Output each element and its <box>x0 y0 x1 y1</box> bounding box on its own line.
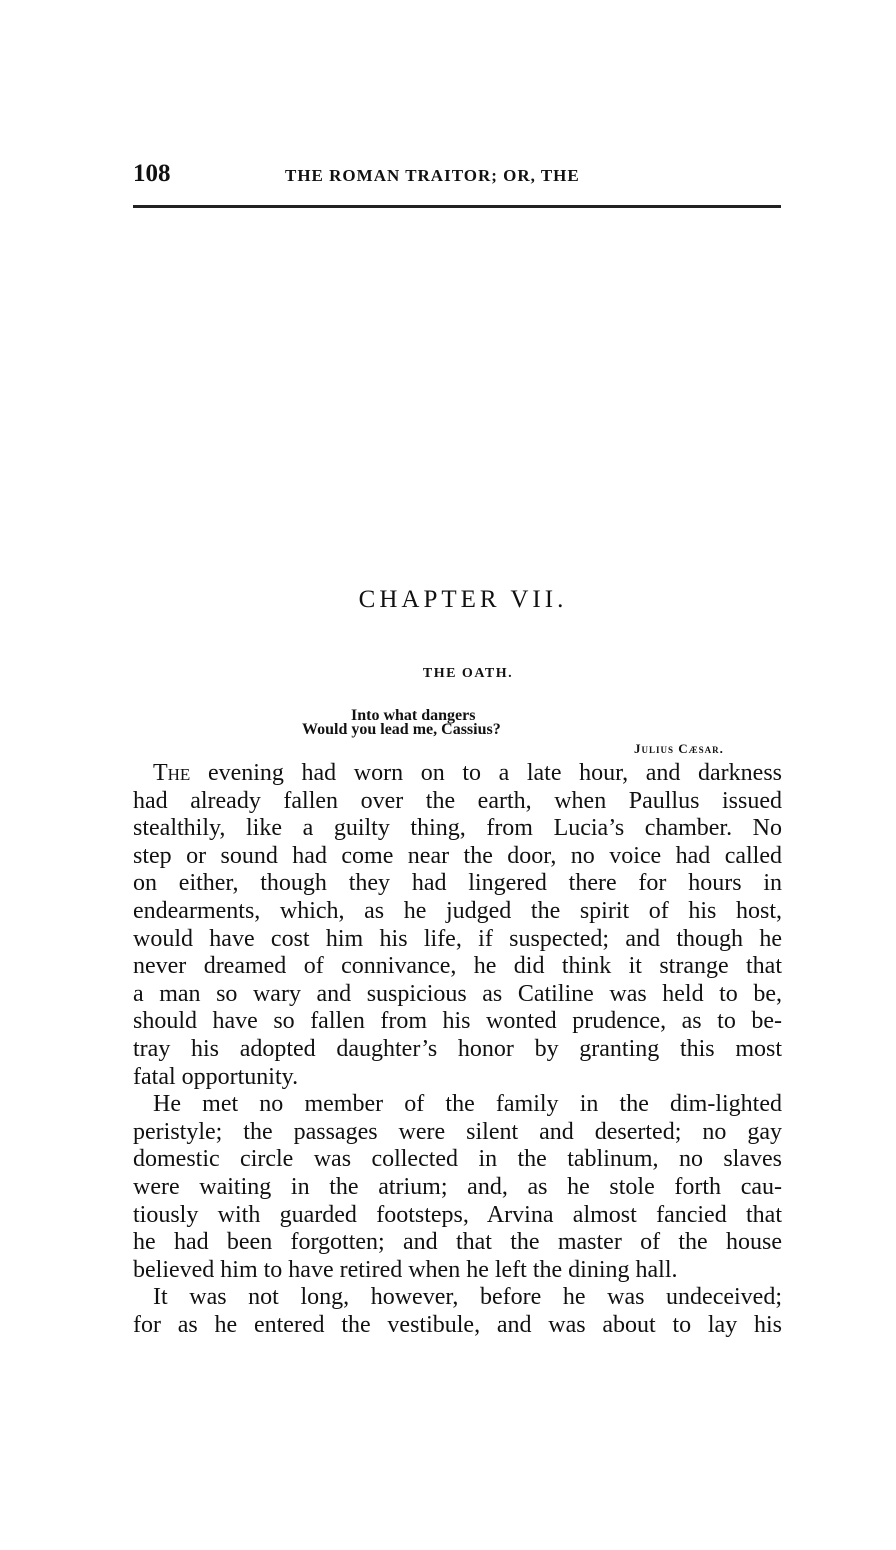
line-text: tiously with guarded footsteps, Arvina almost fancied that <box>133 1201 782 1228</box>
text-line <box>133 870 782 898</box>
text-line <box>133 788 782 816</box>
line-text: never dreamed of connivance, he did think it strange that <box>133 953 782 980</box>
first-word: The <box>153 760 191 786</box>
text-line <box>133 1091 782 1119</box>
epigraph-line: Would you lead me, Cassius? <box>302 721 501 738</box>
text-line <box>133 815 782 843</box>
text-line <box>133 1036 782 1064</box>
text-line <box>133 1284 782 1312</box>
line-text: for as he entered the vestibule, and was about to lay his <box>133 1311 782 1338</box>
epigraph-attribution: Julius Cæsar. <box>634 741 724 756</box>
text-line <box>133 1064 782 1092</box>
line-text: on either, though they had lingered there for hours in <box>133 870 782 897</box>
line-text: had already fallen over the earth, when Paullus issued <box>133 787 782 814</box>
line-text: he had been forgotten; and that the master of the house <box>133 1229 782 1256</box>
running-title: THE ROMAN TRAITOR; OR, THE <box>285 166 580 185</box>
line-text: fatal opportunity. <box>133 1063 299 1090</box>
chapter-subtitle: THE OATH. <box>422 666 514 681</box>
line-text: tray his adopted daughter’s honor by granting this most <box>133 1035 782 1062</box>
text-line <box>133 926 782 954</box>
text-line <box>133 953 782 981</box>
line-text: stealthily, like a guilty thing, from Lucia’s chamber. No <box>133 815 782 842</box>
body-text <box>133 760 782 1339</box>
line-text: were waiting in the atrium; and, as he stole forth cau- <box>133 1173 782 1200</box>
text-line <box>133 1257 782 1285</box>
line-text: It was not long, however, before he was undeceived; <box>153 1284 782 1311</box>
line-text: domestic circle was collected in the tablinum, no slaves <box>133 1146 782 1173</box>
line-text: step or sound had come near the door, no voice had called <box>133 842 782 869</box>
text-line <box>133 1202 782 1230</box>
line-text: believed him to have retired when he left the dining hall. <box>133 1256 678 1283</box>
header-rule <box>133 205 781 208</box>
text-line <box>133 1146 782 1174</box>
page-header <box>133 160 781 190</box>
line-text: endearments, which, as he judged the spirit of his host, <box>133 897 782 924</box>
text-line <box>133 1312 782 1340</box>
text-line <box>133 981 782 1009</box>
text-line <box>133 1119 782 1147</box>
line-text: peristyle; the passages were silent and deserted; no gay <box>133 1118 782 1145</box>
text-line <box>133 898 782 926</box>
text-line <box>133 760 782 788</box>
text-line <box>133 843 782 871</box>
line-text: evening had worn on to a late hour, and darkness <box>207 760 782 786</box>
epigraph-line: Into what dangers <box>351 707 476 724</box>
line-text: should have so fallen from his wonted prudence, as to be- <box>133 1008 782 1035</box>
chapter-title: CHAPTER VII. <box>358 586 568 613</box>
line-text: would have cost him his life, if suspected; and though he <box>133 925 782 952</box>
line-text: He met no member of the family in the dim-lighted <box>153 1091 782 1118</box>
text-line <box>133 1008 782 1036</box>
page-number: 108 <box>133 160 171 187</box>
text-line <box>133 1229 782 1257</box>
line-text: a man so wary and suspicious as Catiline was held to be, <box>133 980 782 1007</box>
text-line <box>133 1174 782 1202</box>
